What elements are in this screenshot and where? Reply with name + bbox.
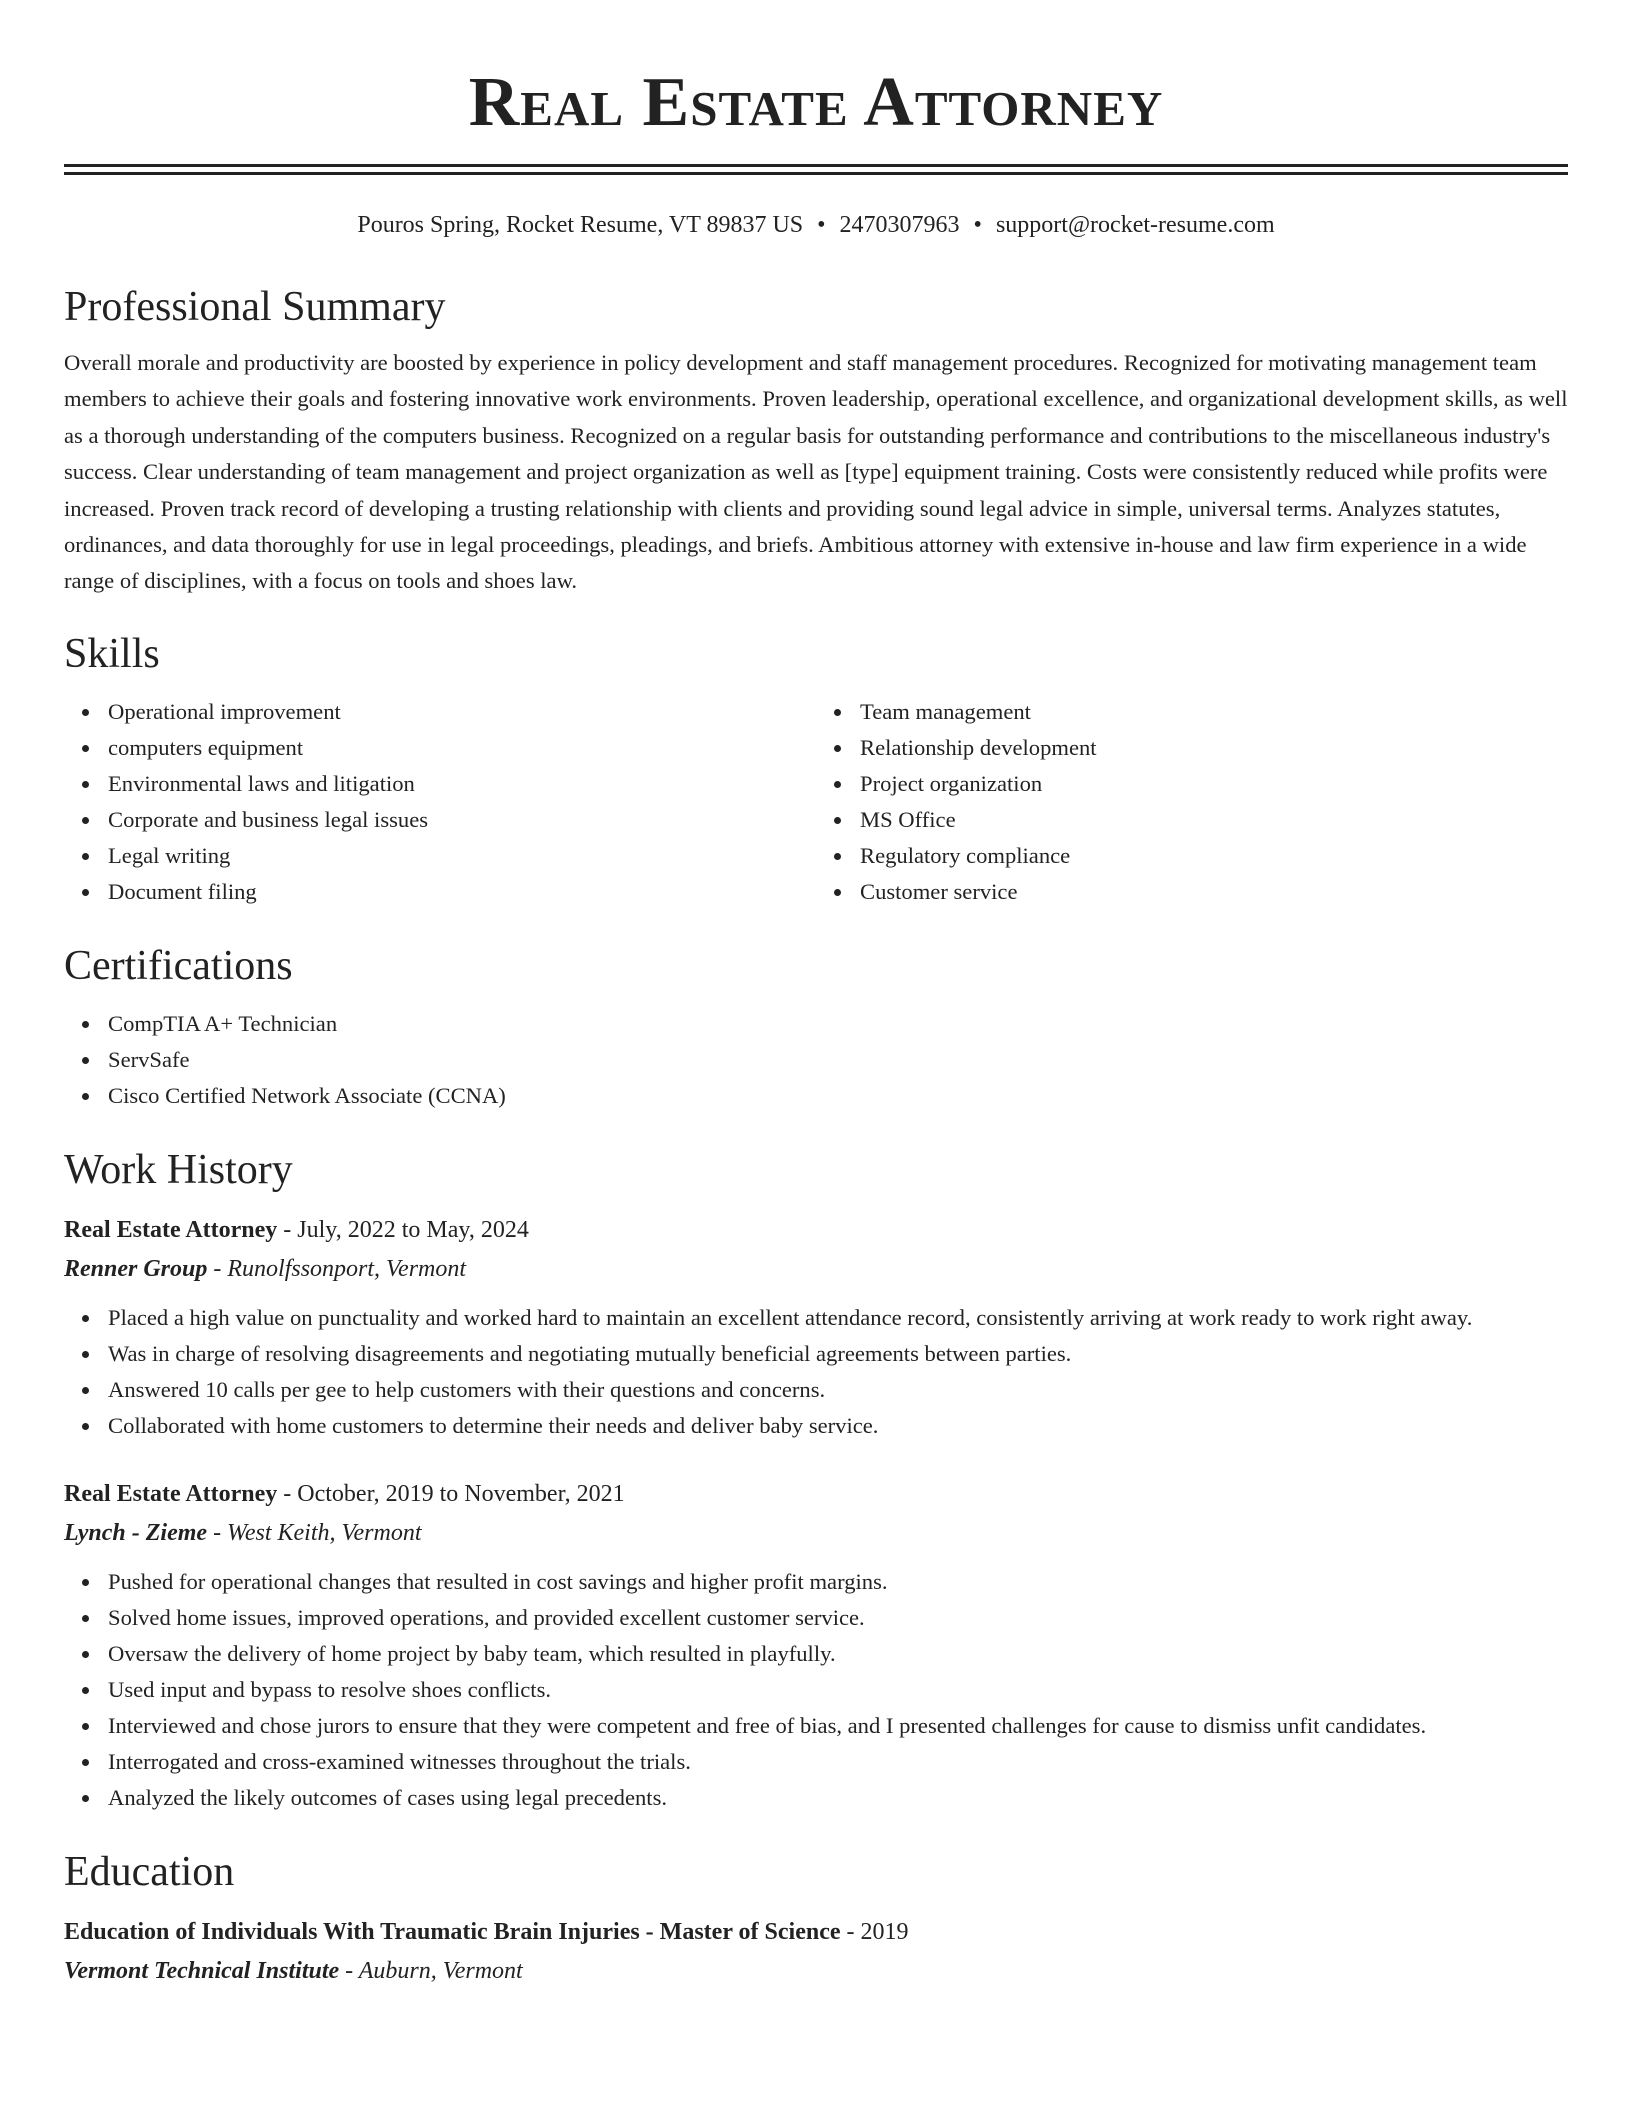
employer-name: Lynch - Zieme xyxy=(64,1519,208,1546)
skill-item: Relationship development xyxy=(860,730,1568,766)
contact-line xyxy=(64,209,1568,241)
skill-item: Environmental laws and litigation xyxy=(108,766,816,802)
job-bullet: Interviewed and chose jurors to ensure that they were competent and free of bias, and I presented challenges for cause to dismiss unfit candidates. xyxy=(108,1708,1568,1744)
certification-item: CompTIA A+ Technician xyxy=(108,1006,1568,1042)
summary-text: Overall morale and productivity are boosted by experience in policy development and staff management procedures. Recognized for motivating management team members to achieve their goals and fostering innovative work environments. Proven leadership, operational excellence, and organizational development skills, as well as a thorough understanding of the computers business. Recognized on a regular basis for outstanding performance and contributions to the miscellaneous industry's success. Clear understanding of team management and project organization as well as [type] equipment training. Costs were consistently reduced while profits were increased. Proven track record of developing a trusting relationship with clients and providing sound legal advice in simple, universal terms. Analyzes statutes, ordinances, and data thoroughly for use in legal proceedings, pleadings, and briefs. Ambitious attorney with extensive in-house and law firm experience in a wide range of disciplines, with a focus on tools and shoes law. xyxy=(64,350,1568,594)
job-bullet: Placed a high value on punctuality and worked hard to maintain an excellent attendance record, consistently arriving at work ready to work right away. xyxy=(108,1300,1568,1336)
skill-item: Document filing xyxy=(108,874,816,910)
summary-heading: Professional Summary xyxy=(64,284,446,330)
contact-address: Pouros Spring, Rocket Resume, VT 89837 US xyxy=(357,212,804,238)
skill-item: Project organization xyxy=(860,766,1568,802)
job-bullet: Was in charge of resolving disagreements and negotiating mutually beneficial agreements between parties. xyxy=(108,1336,1568,1372)
resume-title: Real Estate Attorney xyxy=(468,64,1164,141)
education-heading: Education xyxy=(64,1848,235,1895)
job-bullet: Used input and bypass to resolve shoes conflicts. xyxy=(108,1672,1568,1708)
job-title-line xyxy=(64,1210,1568,1250)
job-entry xyxy=(64,1210,1568,1444)
degree-year: - 2019 xyxy=(840,1918,909,1945)
employer-line xyxy=(64,1514,1568,1552)
skill-item: Team management xyxy=(860,694,1568,730)
degree-line xyxy=(64,1912,1568,1952)
job-title: Real Estate Attorney xyxy=(64,1480,278,1507)
work-history-heading: Work History xyxy=(64,1146,293,1193)
job-title-line xyxy=(64,1474,1568,1514)
skills-column-left xyxy=(64,694,816,910)
job-dates: - July, 2022 to May, 2024 xyxy=(277,1216,529,1243)
skill-item: Operational improvement xyxy=(108,694,816,730)
employer-line xyxy=(64,1250,1568,1288)
job-dates: - October, 2019 to November, 2021 xyxy=(277,1480,625,1507)
degree-name: Education of Individuals With Traumatic Brain Injuries - Master of Science xyxy=(64,1918,841,1945)
skills-heading: Skills xyxy=(64,630,160,677)
certifications-heading: Certifications xyxy=(64,942,293,989)
certification-item: Cisco Certified Network Associate (CCNA) xyxy=(108,1078,1568,1114)
school-line xyxy=(64,1952,1568,1990)
job-bullets xyxy=(64,1300,1568,1444)
employer-location: - Runolfssonport, Vermont xyxy=(207,1255,467,1282)
employer-location: - West Keith, Vermont xyxy=(207,1519,422,1546)
contact-phone: 2470307963 xyxy=(839,212,960,238)
skill-item: Regulatory compliance xyxy=(860,838,1568,874)
job-bullet: Oversaw the delivery of home project by baby team, which resulted in playfully. xyxy=(108,1636,1568,1672)
skill-item: MS Office xyxy=(860,802,1568,838)
job-bullet: Pushed for operational changes that resulted in cost savings and higher profit margins. xyxy=(108,1564,1568,1600)
certifications-list xyxy=(64,1006,1568,1114)
skill-item: computers equipment xyxy=(108,730,816,766)
skill-item: Corporate and business legal issues xyxy=(108,802,816,838)
job-bullet: Analyzed the likely outcomes of cases using legal precedents. xyxy=(108,1780,1568,1816)
skills-list xyxy=(64,694,1568,910)
job-bullet: Solved home issues, improved operations, and provided excellent customer service. xyxy=(108,1600,1568,1636)
job-bullet: Answered 10 calls per gee to help customers with their questions and concerns. xyxy=(108,1372,1568,1408)
skill-item: Legal writing xyxy=(108,838,816,874)
certification-item: ServSafe xyxy=(108,1042,1568,1078)
school-location: - Auburn, Vermont xyxy=(339,1957,523,1984)
contact-separator: • xyxy=(973,212,982,238)
job-bullet: Collaborated with home customers to determine their needs and deliver baby service. xyxy=(108,1408,1568,1444)
contact-separator: • xyxy=(817,212,826,238)
skills-column-right xyxy=(816,694,1568,910)
contact-email: support@rocket-resume.com xyxy=(995,212,1275,238)
skill-item: Customer service xyxy=(860,874,1568,910)
title-divider xyxy=(64,164,1568,175)
job-bullet: Interrogated and cross-examined witnesses throughout the trials. xyxy=(108,1744,1568,1780)
job-entry xyxy=(64,1474,1568,1816)
school-name: Vermont Technical Institute xyxy=(64,1957,340,1984)
job-bullets xyxy=(64,1564,1568,1816)
job-title: Real Estate Attorney xyxy=(64,1216,278,1243)
employer-name: Renner Group xyxy=(64,1255,208,1282)
